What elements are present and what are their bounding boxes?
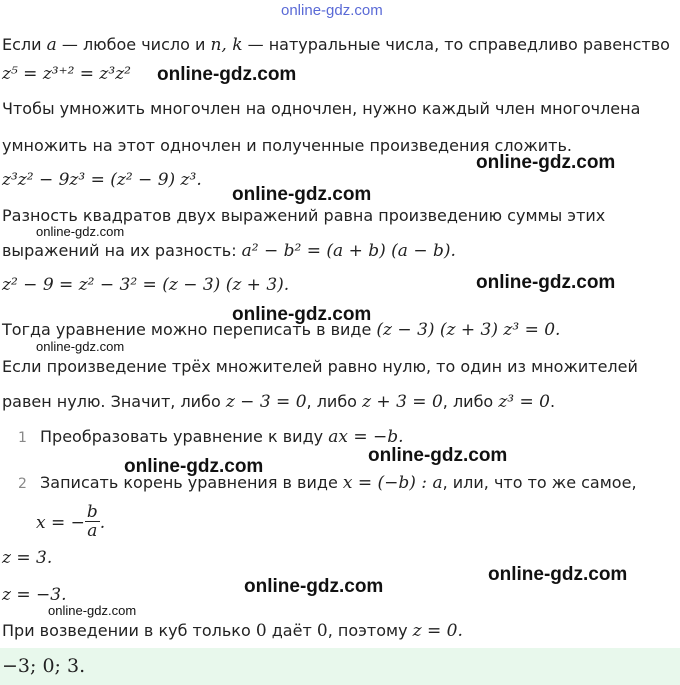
text-line-5: выражений на их разность: a² − b² = (a + b) (a − b).	[2, 241, 456, 261]
watermark-big: online-gdz.com	[232, 304, 372, 325]
equation-3: z² − 9 = z² − 3² = (z − 3) (z + 3).	[2, 275, 290, 295]
watermark-big: online-gdz.com	[232, 184, 372, 205]
root-2: z = −3.	[2, 585, 67, 605]
equation-2: z³z² − 9z³ = (z² − 9) z³.	[2, 170, 202, 190]
text-line-7: Если произведение трёх множителей равно нулю, то один из множителей	[2, 357, 638, 376]
step-1: 1 Преобразовать уравнение к виду ax = −b.	[18, 427, 404, 447]
step-2-formula: x = − $\frac{b}{a}$ .	[36, 502, 106, 541]
equation-1: z⁵ = z³⁺² = z³z²	[2, 64, 131, 84]
text-line-8: равен нулю. Значит, либо z − 3 = 0, либо z + 3 = 0, либо z³ = 0.	[2, 392, 556, 412]
watermark-small: online-gdz.com	[36, 224, 125, 239]
watermark-big: online-gdz.com	[368, 445, 508, 466]
text-line-3: умножить на этот одночлен и полученные произведения сложить.	[2, 136, 572, 155]
watermark-big: online-gdz.com	[157, 64, 297, 85]
step-2: 2 Записать корень уравнения в виде x = (−b) : a, или, что то же самое,	[18, 473, 637, 493]
text-line-9: При возведении в куб только 0 даёт 0, поэтому z = 0.	[2, 621, 463, 641]
text-line-1: Если a — любое число и n, k — натуральные числа, то справедливо равенство	[2, 35, 670, 55]
watermark-big: online-gdz.com	[476, 272, 616, 293]
text-line-4: Разность квадратов двух выражений равна произведению суммы этих	[2, 206, 606, 225]
watermark-big: online-gdz.com	[476, 152, 616, 173]
fraction: $\frac{b}{a}$	[86, 502, 98, 541]
answer-box	[0, 648, 680, 685]
watermark-small: online-gdz.com	[36, 339, 125, 354]
watermark-small: online-gdz.com	[48, 603, 137, 618]
root-1: z = 3.	[2, 548, 53, 568]
text-line-2: Чтобы умножить многочлен на одночлен, нужно каждый член многочлена	[2, 99, 641, 118]
watermark-big: online-gdz.com	[244, 576, 384, 597]
watermark-big: online-gdz.com	[124, 456, 264, 477]
watermark-big: online-gdz.com	[488, 564, 628, 585]
text-line-6: Тогда уравнение можно переписать в виде (z − 3) (z + 3) z³ = 0.	[2, 320, 561, 340]
watermark-top: online-gdz.com	[281, 2, 383, 19]
answer-text: −3; 0; 3.	[2, 655, 86, 677]
